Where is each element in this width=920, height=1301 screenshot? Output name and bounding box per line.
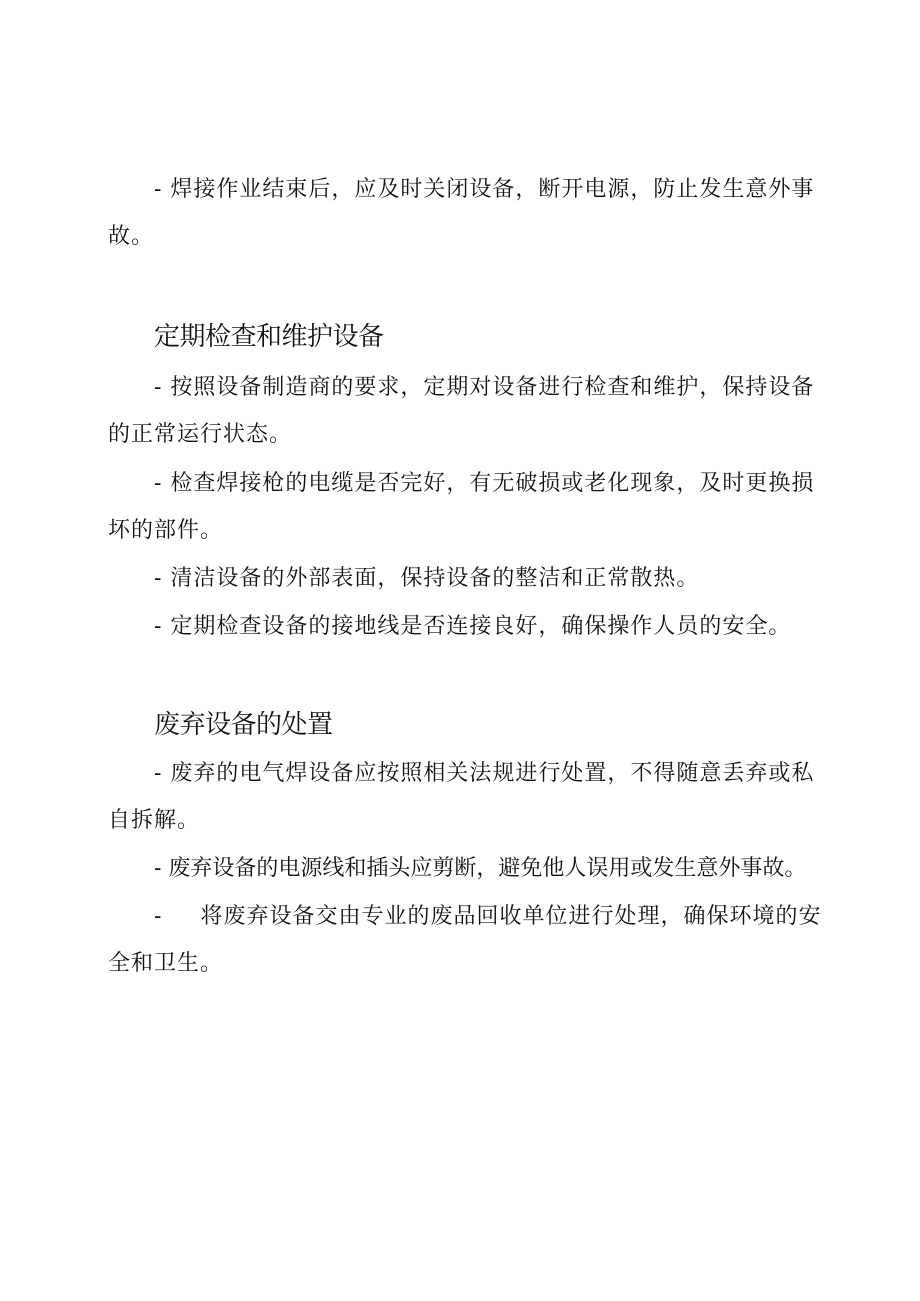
paragraph-shutdown: - 焊接作业结束后，应及时关闭设备，断开电源，防止发生意外事故。 [108, 177, 815, 249]
heading-disposal: 废弃设备的处置 [154, 710, 333, 740]
paragraph-recycling [108, 893, 828, 987]
paragraph-cleaning: - 清洁设备的外部表面，保持设备的整洁和正常散热。 [154, 566, 700, 591]
paragraph-cable-check: - 检查焊接枪的电缆是否完好，有无破损或老化现象，及时更换损坏的部件。 [108, 471, 815, 543]
paragraph-grounding: - 定期检查设备的接地线是否连接良好，确保操作人员的安全。 [154, 614, 792, 639]
paragraph-disposal-regulations: - 废弃的电气焊设备应按照相关法规进行处置，不得随意丢弃或私自拆解。 [108, 761, 815, 833]
paragraph-cut-cords: - 废弃设备的电源线和插头应剪断，避免他人误用或发生意外事故。 [154, 856, 807, 881]
paragraph-maintenance-schedule: - 按照设备制造商的要求，定期对设备进行检查和维护，保持设备的正常运行状态。 [108, 375, 815, 447]
heading-maintenance: 定期检查和维护设备 [154, 322, 384, 352]
recycling-text: 将废弃设备交由专业的废品回收单位进行处理，确保环境的安全和卫生。 [108, 904, 822, 976]
list-dash: - [154, 904, 163, 929]
